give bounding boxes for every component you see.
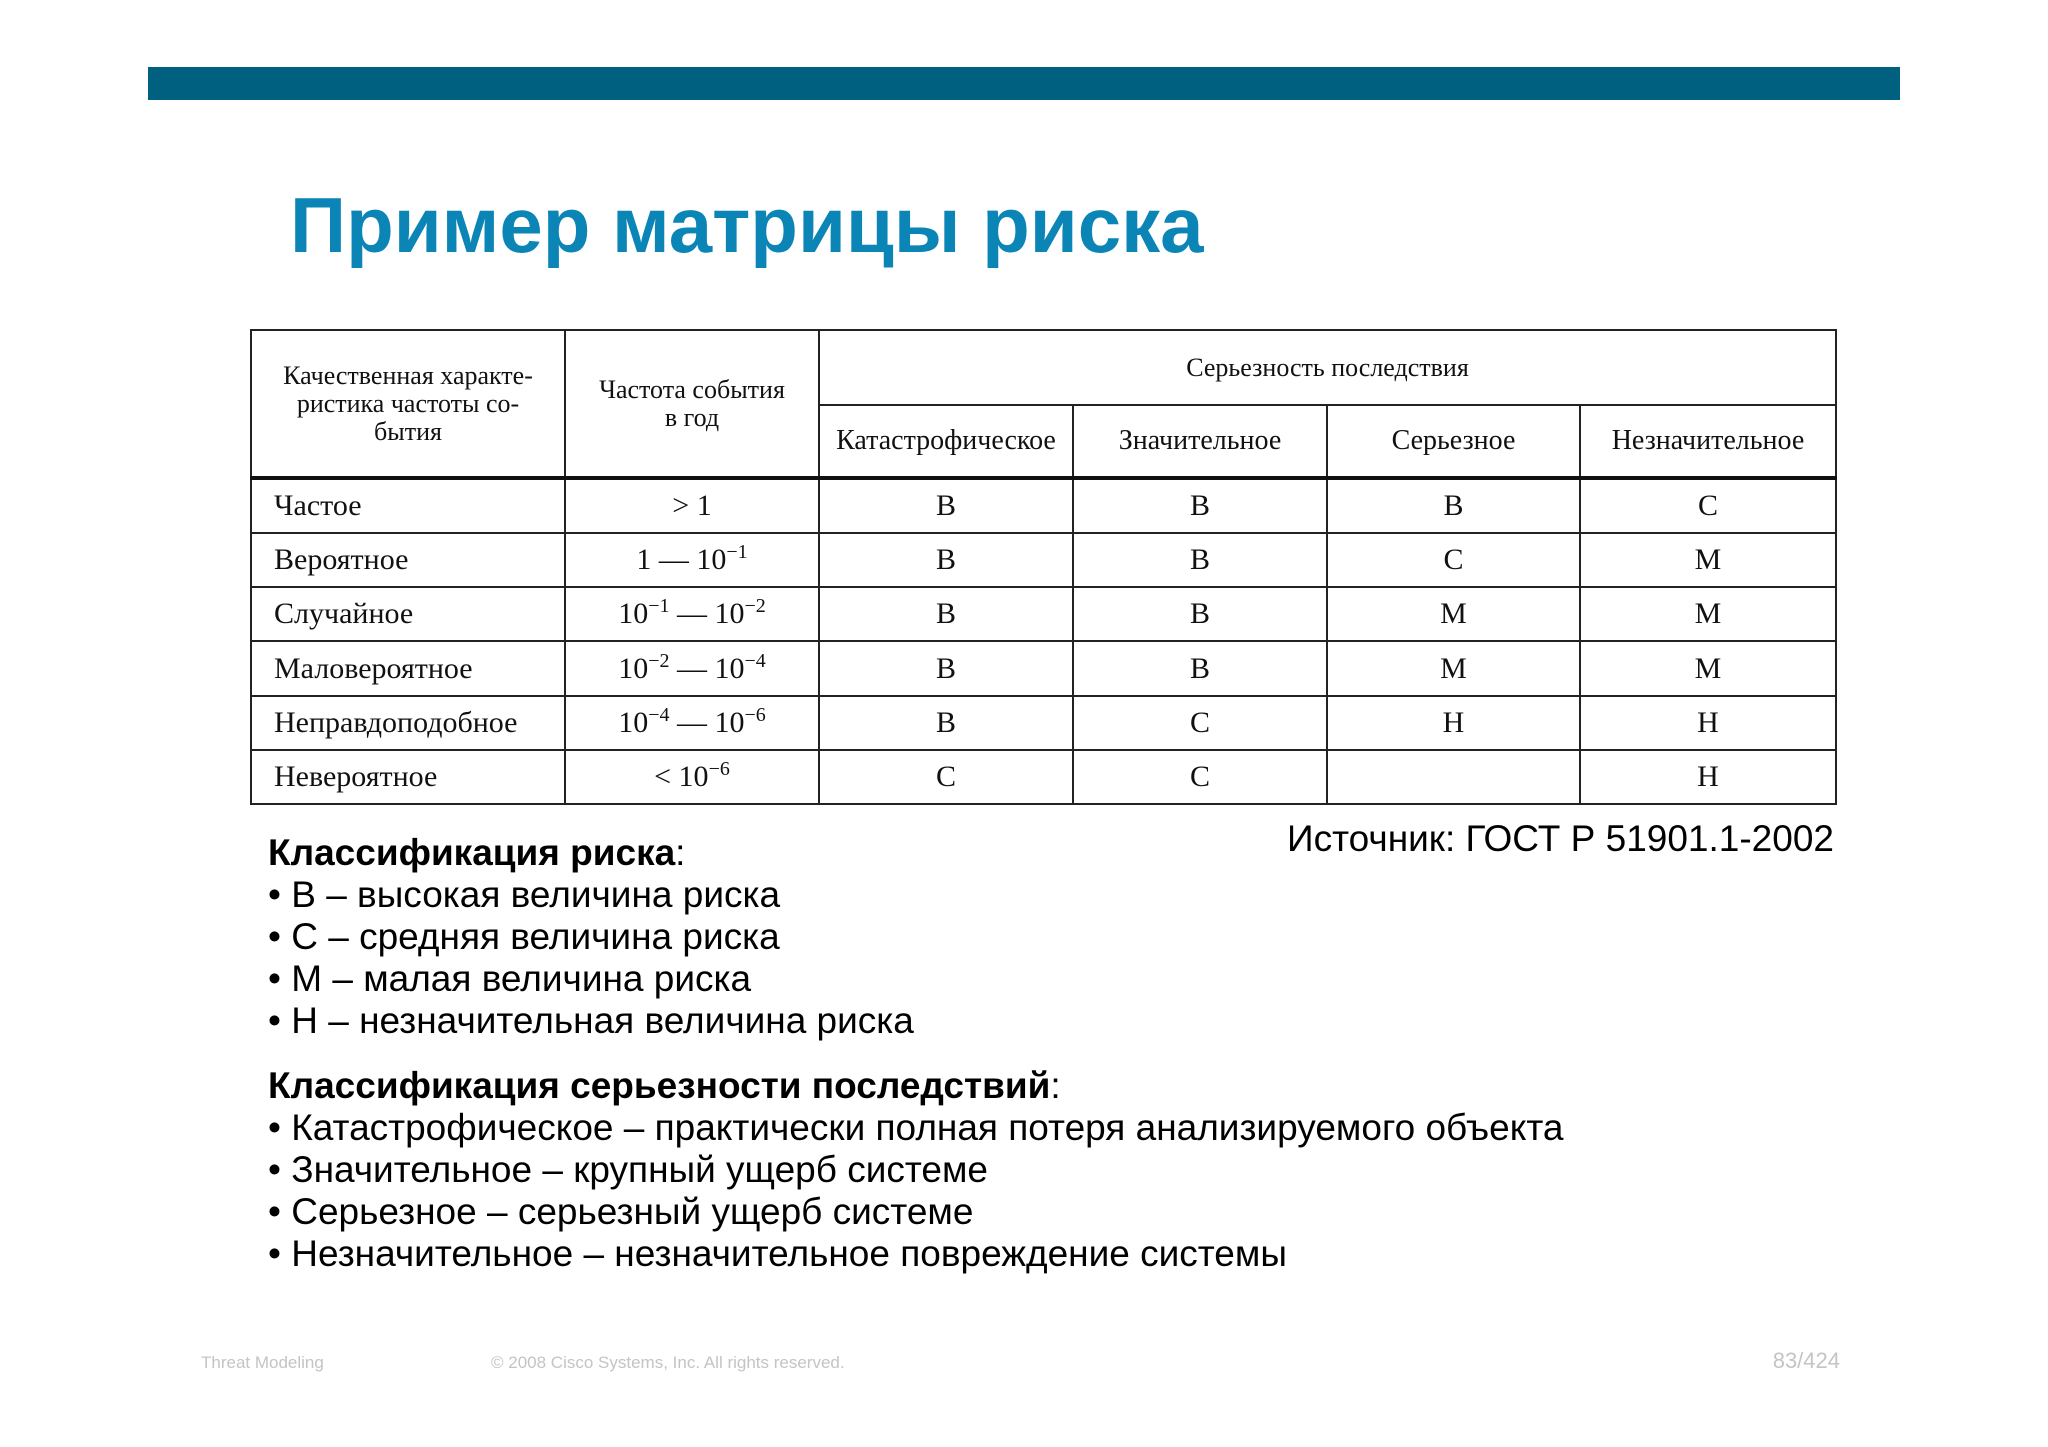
risk-level-cell bbox=[1327, 750, 1580, 804]
source-note: Источник: ГОСТ Р 51901.1-2002 bbox=[1287, 818, 1834, 859]
risk-matrix-body bbox=[251, 478, 1836, 804]
frequency-base: — 10 bbox=[669, 597, 745, 631]
list-item: • С – средняя величина риска bbox=[268, 916, 780, 957]
row-frequency-label: Невероятное bbox=[251, 750, 565, 804]
header-frequency-qualitative-line: ристика частоты со- bbox=[296, 388, 520, 418]
risk-level-cell: М bbox=[1580, 533, 1836, 587]
list-item: • Незначительное – незначительное повреждение системы bbox=[268, 1233, 1287, 1274]
header-frequency-per-year bbox=[565, 330, 819, 478]
risk-level-cell: В bbox=[1073, 641, 1327, 695]
top-accent-bar bbox=[148, 67, 1900, 100]
risk-classification-title: Классификация риска bbox=[268, 832, 676, 873]
risk-classification bbox=[268, 832, 914, 1042]
table-row bbox=[251, 587, 1836, 641]
risk-level-cell: В bbox=[819, 641, 1073, 695]
severity-classification bbox=[268, 1065, 1563, 1275]
severity-classification-list bbox=[268, 1107, 1563, 1275]
risk-level-cell: В bbox=[1073, 478, 1327, 533]
frequency-exponent: −1 bbox=[648, 595, 670, 618]
list-item: • М – малая величина риска bbox=[268, 958, 752, 999]
row-frequency-label: Маловероятное bbox=[251, 641, 565, 695]
footer-course-name: Threat Modeling bbox=[201, 1353, 324, 1372]
header-frequency-per-year-line: в год bbox=[664, 402, 720, 432]
list-item: • В – высокая величина риска bbox=[268, 874, 781, 915]
risk-level-cell: С bbox=[1327, 533, 1580, 587]
severity-classification-heading: Классификация серьезности последствий: bbox=[268, 1065, 1061, 1106]
frequency-exponent: −6 bbox=[708, 757, 730, 780]
header-frequency-qualitative-line: бытия bbox=[374, 416, 442, 446]
frequency-exponent: −2 bbox=[648, 649, 670, 672]
footer-copyright: © 2008 Cisco Systems, Inc. All rights reserved. bbox=[491, 1353, 845, 1372]
severity-classification-title: Классификация серьезности последствий bbox=[268, 1065, 1051, 1106]
list-item: • Н – незначительная величина риска bbox=[268, 1000, 914, 1041]
frequency-base: 10 bbox=[618, 597, 649, 631]
risk-classification-list bbox=[268, 874, 914, 1042]
frequency-base: 10 bbox=[618, 651, 649, 685]
table-row bbox=[251, 533, 1836, 587]
risk-level-cell: Н bbox=[1327, 696, 1580, 750]
frequency-exponent: −4 bbox=[744, 649, 766, 672]
row-frequency-label: Неправдоподобное bbox=[251, 696, 565, 750]
frequency-base: 10 bbox=[618, 705, 649, 739]
frequency-base: < 10 bbox=[654, 759, 709, 793]
risk-level-cell: В bbox=[819, 696, 1073, 750]
row-frequency-label: Частое bbox=[251, 478, 565, 533]
list-item: • Серьезное – серьезный ущерб системе bbox=[268, 1191, 974, 1232]
table-row bbox=[251, 750, 1836, 804]
frequency-exponent: −2 bbox=[744, 595, 766, 618]
risk-level-cell: В bbox=[819, 533, 1073, 587]
risk-level-cell: В bbox=[819, 478, 1073, 533]
risk-level-cell: М bbox=[1327, 641, 1580, 695]
risk-level-cell: М bbox=[1580, 641, 1836, 695]
header-severity: Серьезность последствия bbox=[819, 330, 1836, 405]
row-frequency-value bbox=[565, 478, 819, 533]
frequency-base: — 10 bbox=[669, 705, 745, 739]
frequency-exponent: −1 bbox=[726, 541, 748, 564]
row-frequency-value bbox=[565, 696, 819, 750]
risk-level-cell: М bbox=[1580, 587, 1836, 641]
risk-level-cell: С bbox=[1073, 696, 1327, 750]
header-severity-level: Серьезное bbox=[1327, 405, 1580, 478]
risk-level-cell: В bbox=[819, 587, 1073, 641]
table-row bbox=[251, 641, 1836, 695]
header-frequency-qualitative bbox=[251, 330, 565, 478]
risk-level-cell: М bbox=[1327, 587, 1580, 641]
risk-level-cell: Н bbox=[1580, 696, 1836, 750]
risk-classification-heading: Классификация риска: bbox=[268, 832, 686, 873]
frequency-exponent: −6 bbox=[744, 703, 766, 726]
frequency-base: > 1 bbox=[672, 489, 712, 523]
frequency-exponent: −4 bbox=[648, 703, 670, 726]
risk-matrix-table bbox=[250, 329, 1837, 805]
risk-level-cell: С bbox=[1580, 478, 1836, 533]
row-frequency-label: Случайное bbox=[251, 587, 565, 641]
row-frequency-value bbox=[565, 641, 819, 695]
page-number: 83/424 bbox=[1772, 1348, 1840, 1373]
header-severity-level: Значительное bbox=[1073, 405, 1327, 478]
list-item: • Значительное – крупный ущерб системе bbox=[268, 1149, 989, 1190]
row-frequency-value bbox=[565, 587, 819, 641]
risk-level-cell: Н bbox=[1580, 750, 1836, 804]
risk-level-cell: В bbox=[1073, 587, 1327, 641]
header-severity-level: Незначительное bbox=[1580, 405, 1836, 478]
row-frequency-label: Вероятное bbox=[251, 533, 565, 587]
table-row bbox=[251, 696, 1836, 750]
header-severity-level: Катастрофическое bbox=[819, 405, 1073, 478]
table-row bbox=[251, 478, 1836, 533]
header-frequency-per-year-line: Частота события bbox=[599, 374, 785, 404]
header-frequency-qualitative-line: Качественная характе- bbox=[283, 360, 533, 390]
risk-level-cell: В bbox=[1073, 533, 1327, 587]
risk-level-cell: В bbox=[1327, 478, 1580, 533]
slide-title: Пример матрицы риска bbox=[290, 181, 1204, 269]
risk-level-cell: С bbox=[819, 750, 1073, 804]
row-frequency-value bbox=[565, 750, 819, 804]
list-item: • Катастрофическое – практически полная потеря анализируемого объекта bbox=[268, 1107, 1564, 1148]
frequency-base: 1 — 10 bbox=[636, 543, 727, 577]
frequency-base: — 10 bbox=[669, 651, 745, 685]
risk-level-cell: С bbox=[1073, 750, 1327, 804]
row-frequency-value bbox=[565, 533, 819, 587]
